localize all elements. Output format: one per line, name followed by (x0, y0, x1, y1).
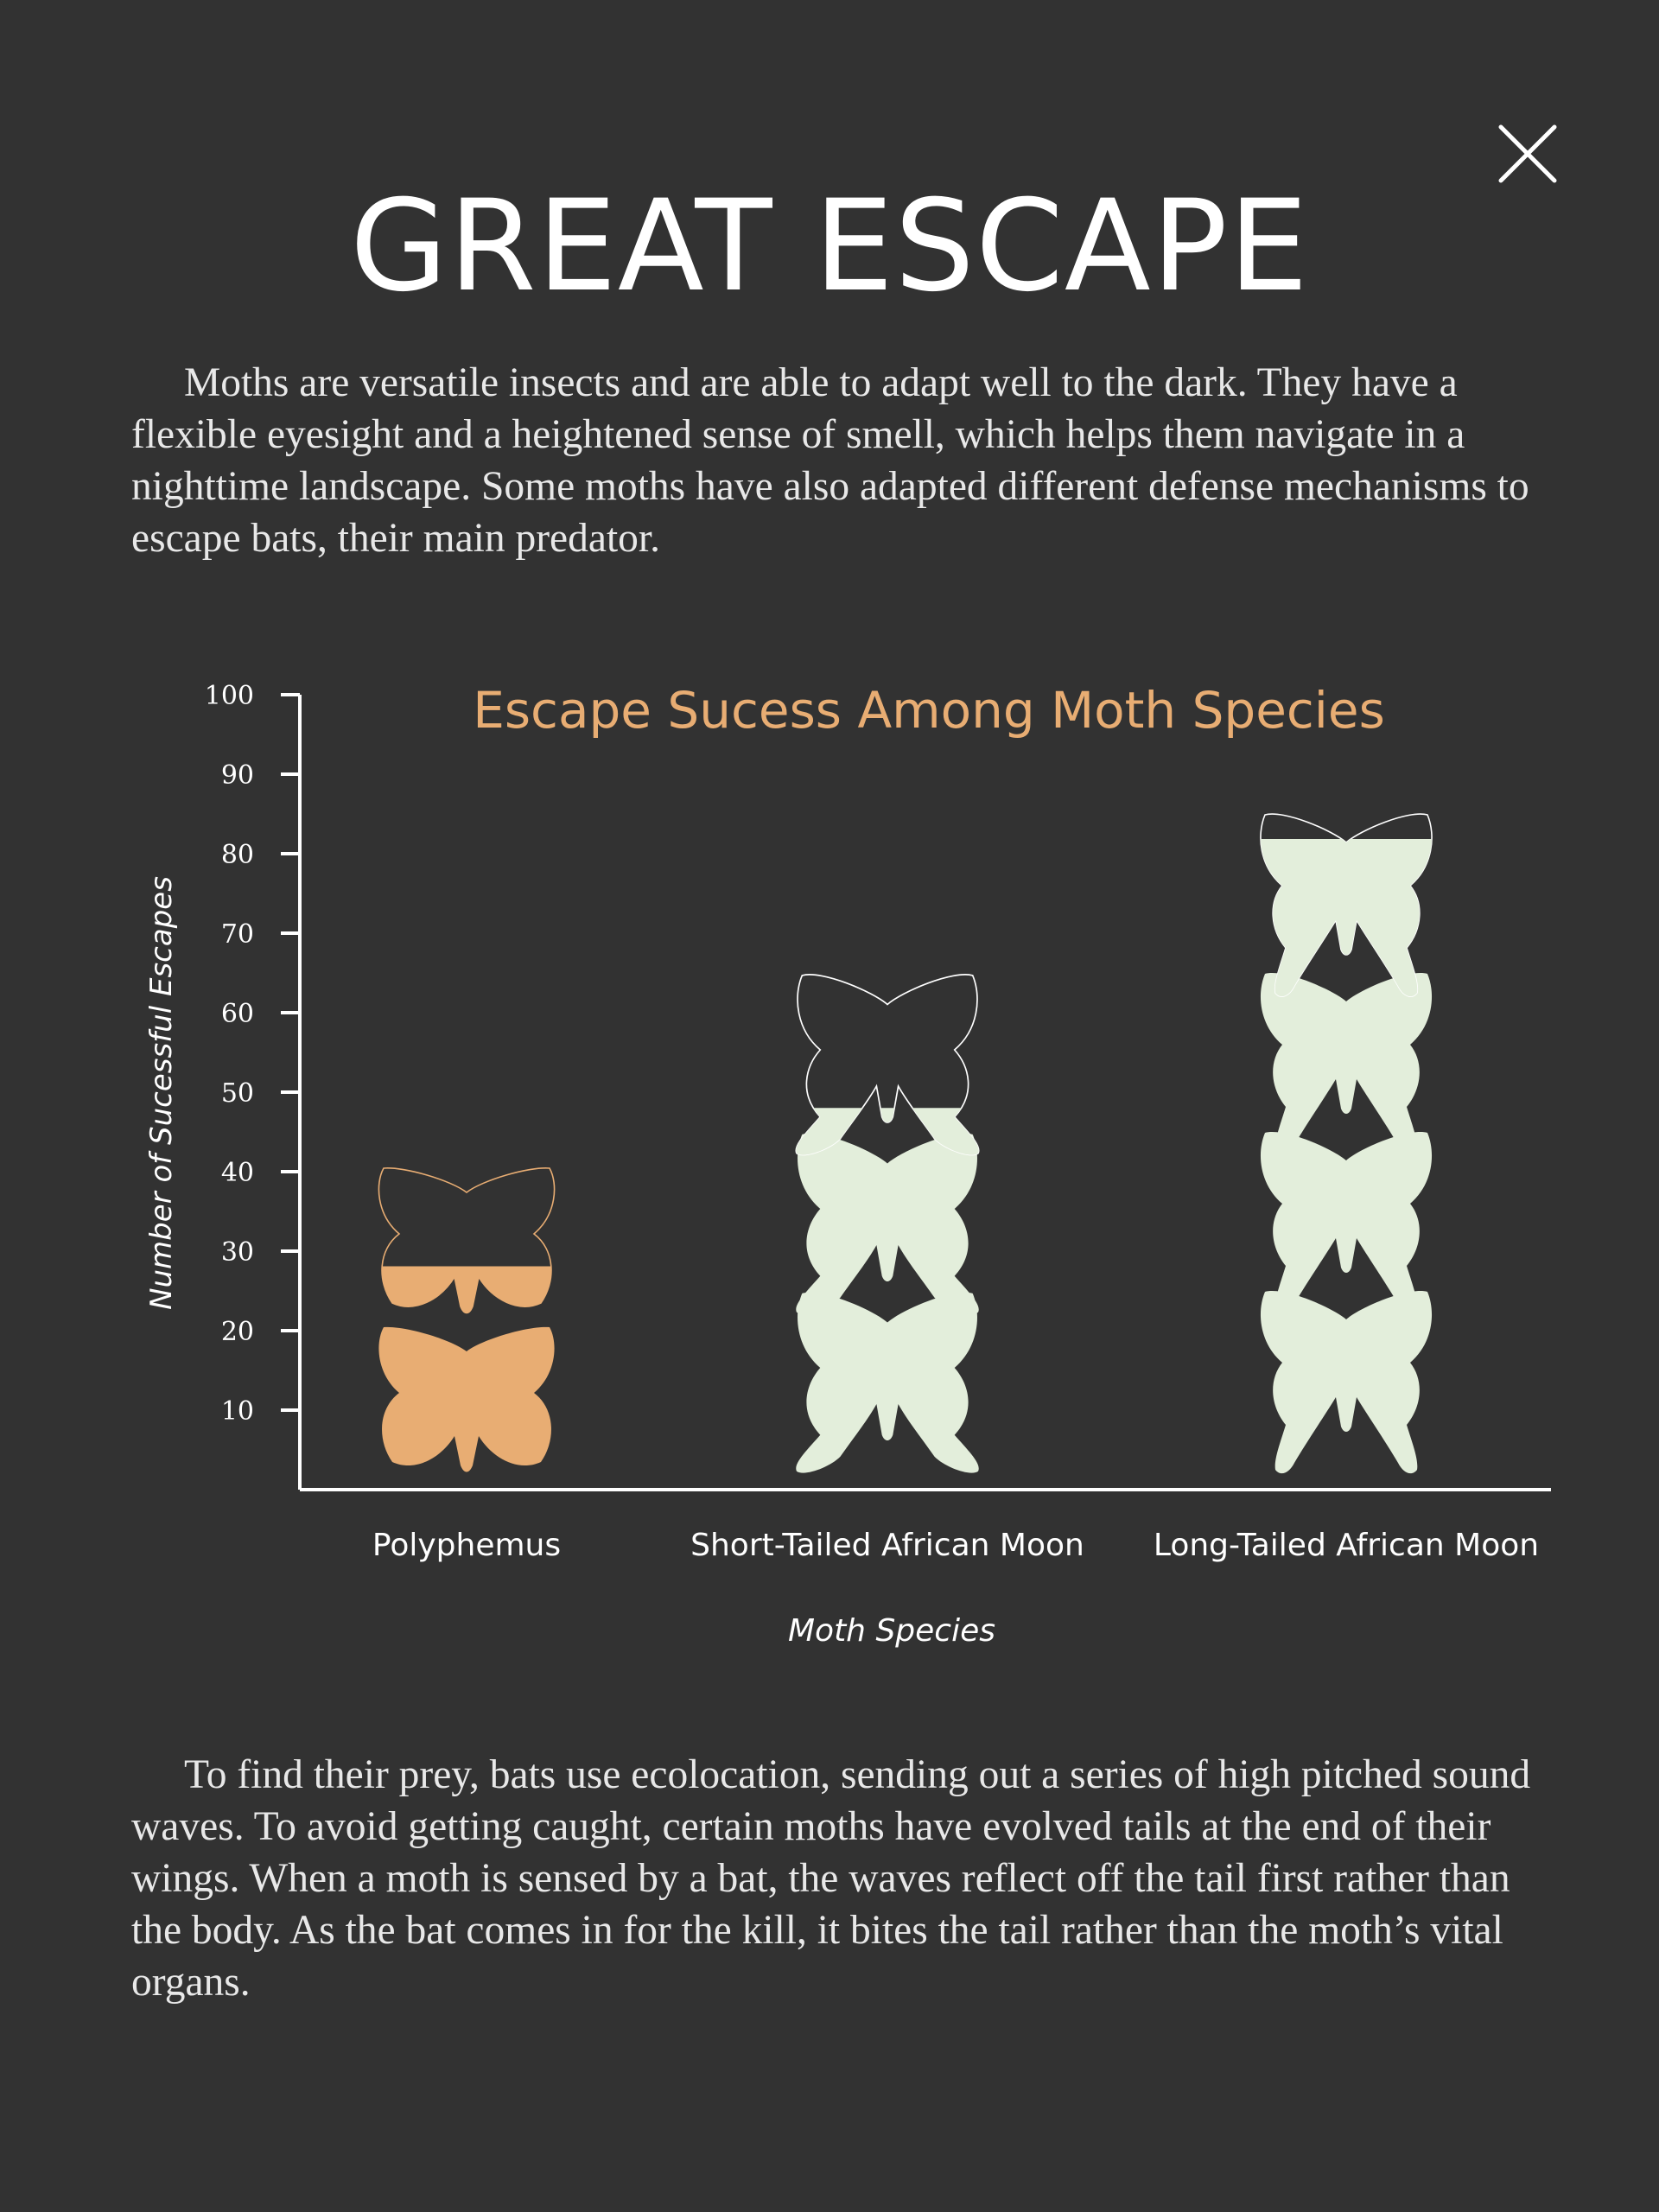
outro-paragraph: To find their prey, bats use ecolocation, sending out a series of high pitched sound waves. To avoid getting caught, certain moths have evolved tails at the end of their wings. When a moth is sensed by a bat, the waves reflect off the tail first rather than the body. As the bat comes in for the kill, it bites the tail rather than the moth’s vital organs. (131, 1752, 1531, 2005)
polyphemus-moth-icon-mark (378, 1327, 554, 1472)
long-tailed-moon-moth-icon-mark (1261, 1291, 1432, 1473)
y-tick-label: 100 (204, 681, 254, 711)
moth-icon-partial-fill (1261, 814, 1432, 996)
long-tailed-moon-moth-icon-mark (1261, 1132, 1432, 1314)
moth-icon-full (378, 1327, 554, 1472)
page-title: GREAT ESCAPE (350, 173, 1309, 320)
moth-icon-full (1261, 1132, 1432, 1314)
short-tailed-moon-moth-icon-mark (796, 1134, 978, 1314)
long-tailed-moon-moth-icon-mark (1261, 973, 1432, 1155)
long-tailed-moon-moth-icon-mark (1261, 814, 1432, 996)
y-axis-label: Number of Sucessful Escapes (144, 876, 179, 1310)
x-tick-label: Short-Tailed African Moon (690, 1528, 1084, 1563)
y-tick-label: 30 (220, 1237, 254, 1268)
y-tick-label: 80 (220, 840, 254, 870)
moth-icon-partial-fill (378, 1168, 554, 1313)
x-tick-label: Long-Tailed African Moon (1153, 1528, 1540, 1563)
polyphemus-moth-icon-mark (378, 1168, 554, 1313)
y-tick-label: 70 (220, 919, 254, 950)
y-tick-label: 40 (220, 1158, 254, 1188)
moth-icon-full (1261, 973, 1432, 1155)
y-tick-label: 10 (220, 1396, 254, 1427)
y-tick-label: 60 (220, 999, 254, 1029)
chart-title: Escape Sucess Among Moth Species (473, 681, 1385, 740)
short-tailed-moon-moth-icon-mark (796, 975, 978, 1155)
moth-icon-partial-fill (796, 975, 978, 1155)
short-tailed-moon-moth-icon-mark (796, 1293, 978, 1473)
y-tick-label: 90 (220, 760, 254, 791)
x-tick-label: Polyphemus (372, 1528, 562, 1563)
intro-paragraph: Moths are versatile insects and are able to adapt well to the dark. They have a flexible eyesight and a heightened sense of smell, which helps them navigate in a nighttime landscape. Some moths have also adapted different defense mechanisms to escape bats, their main predator. (131, 360, 1529, 561)
moth-icon-full (1261, 1291, 1432, 1473)
y-tick-label: 50 (220, 1078, 254, 1109)
x-axis-label: Moth Species (787, 1613, 996, 1649)
moth-icon-full (796, 1134, 978, 1314)
y-tick-label: 20 (220, 1317, 254, 1347)
moth-icon-full (796, 1293, 978, 1473)
